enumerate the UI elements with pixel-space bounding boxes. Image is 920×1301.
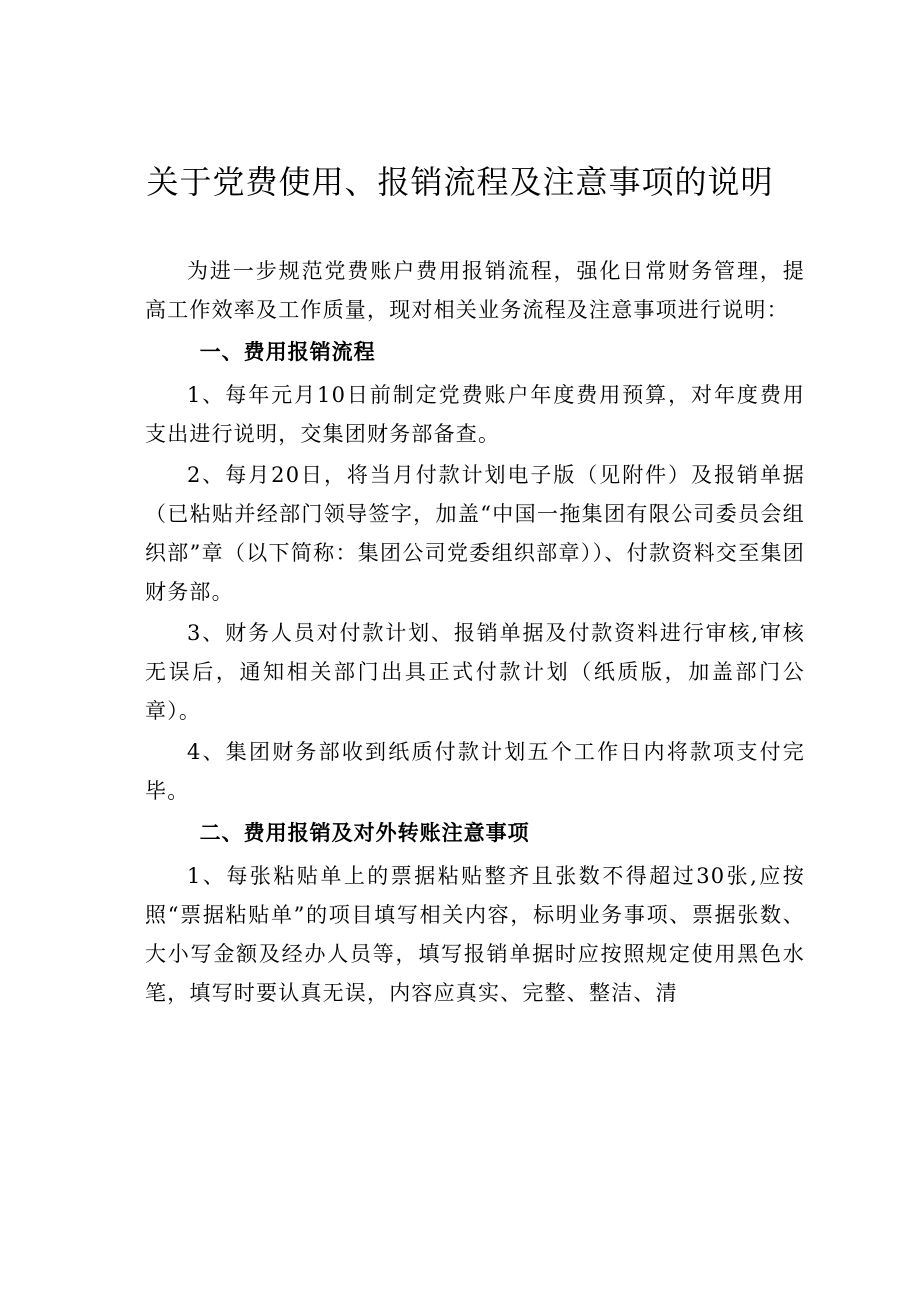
section-heading: 二、费用报销及对外转账注意事项 <box>199 821 530 845</box>
list-item: 2、每月20日，将当月付款计划电子版（见附件）及报销单据（已粘贴并经部门领导签字，加盖“中国一拖集团有限公司委员会组织部”章（以下简称：集团公司党委组织部章））、付款资料交至集团财务部。 <box>145 463 805 604</box>
section-expense-process <box>145 330 805 811</box>
list-item: 1、每年元月10日前制定党费账户年度费用预算，对年度费用支出进行说明，交集团财务部备查。 <box>145 383 805 446</box>
list-item: 3、财务人员对付款计划、报销单据及付款资料进行审核,审核无误后，通知相关部门出具正式付款计划（纸质版，加盖部门公章）。 <box>145 621 805 723</box>
list-item: 1、每张粘贴单上的票据粘贴整齐且张数不得超过30张,应按照“票据粘贴单”的项目填写相关内容，标明业务事项、票据张数、大小写金额及经办人员等，填写报销单据时应按照规定使用黑色水笔，填写时要认真无误，内容应真实、完整、整洁、清 <box>145 864 805 1005</box>
list-item: 4、集团财务部收到纸质付款计划五个工作日内将款项支付完毕。 <box>145 740 805 803</box>
section-expense-notes <box>145 811 805 1013</box>
section-heading: 一、费用报销流程 <box>199 340 376 364</box>
document-body <box>145 252 805 1013</box>
intro-paragraph: 为进一步规范党费账户费用报销流程，强化日常财务管理，提高工作效率及工作质量，现对相关业务流程及注意事项进行说明： <box>145 259 805 322</box>
document-title: 关于党费使用、报销流程及注意事项的说明 <box>146 163 774 201</box>
